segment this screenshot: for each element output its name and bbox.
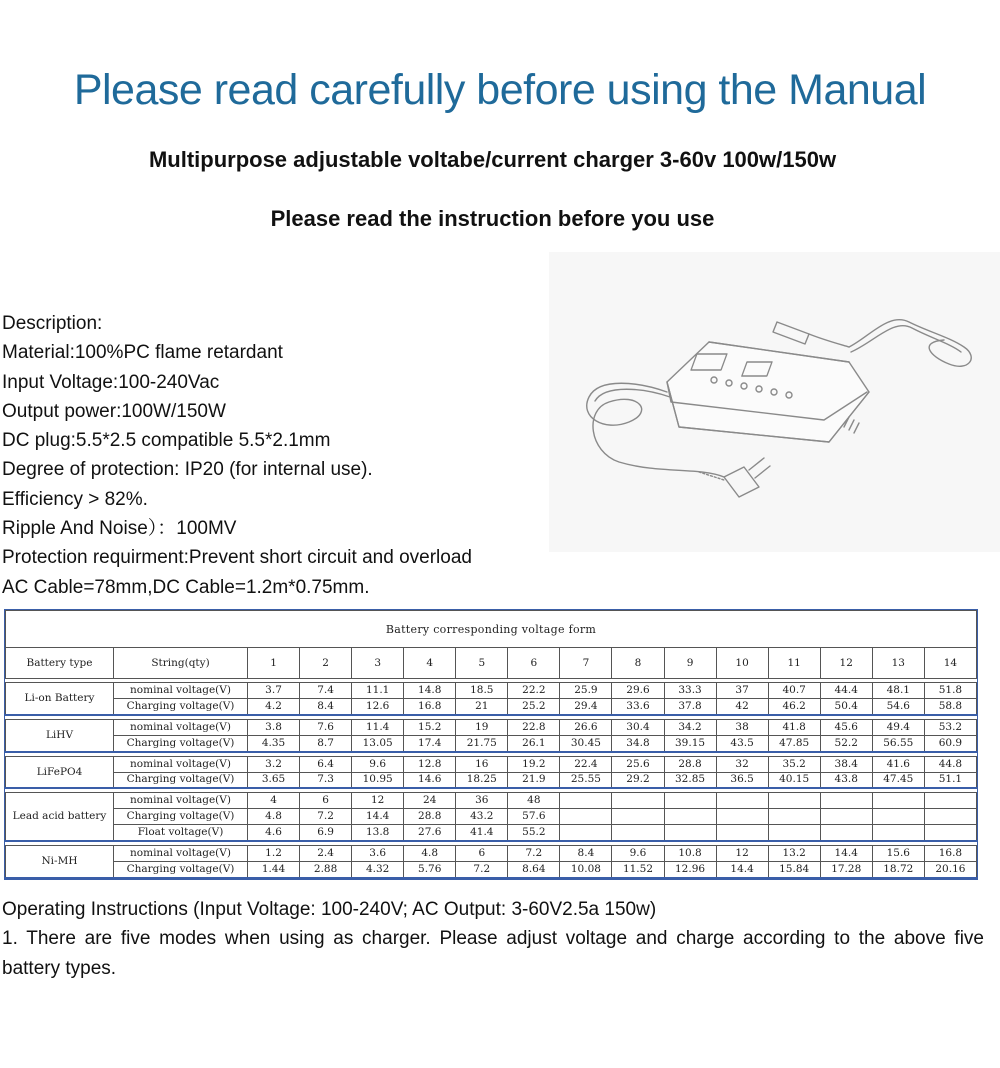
- voltage-value-cell: [560, 809, 612, 825]
- voltage-value-cell: [664, 809, 716, 825]
- voltage-value-cell: 26.6: [560, 719, 612, 735]
- voltage-value-cell: [924, 809, 976, 825]
- voltage-value-cell: [664, 793, 716, 809]
- operating-heading: Operating Instructions (Input Voltage: 100-240V; AC Output: 3-60V2.5a 150w): [2, 899, 657, 920]
- table-row: [6, 825, 977, 841]
- table-header-cell: 8: [612, 648, 664, 679]
- voltage-value-cell: 8.4: [300, 698, 352, 714]
- table-header-cell: String(qty): [114, 648, 248, 679]
- voltage-label-cell: nominal voltage(V): [114, 683, 248, 699]
- table-row: [6, 735, 977, 751]
- voltage-value-cell: 49.4: [872, 719, 924, 735]
- voltage-value-cell: 5.76: [404, 862, 456, 879]
- operating-step-1: 1. There are five modes when using as charger. Please adjust voltage and charge according to the above five battery types.: [2, 928, 984, 979]
- voltage-value-cell: 34.2: [664, 719, 716, 735]
- voltage-value-cell: 52.2: [820, 735, 872, 751]
- voltage-value-cell: 4.6: [248, 825, 300, 841]
- voltage-value-cell: 40.7: [768, 683, 820, 699]
- voltage-value-cell: 22.2: [508, 683, 560, 699]
- voltage-value-cell: 46.2: [768, 698, 820, 714]
- battery-type-cell: Ni-MH: [6, 846, 114, 878]
- battery-type-cell: LiHV: [6, 719, 114, 751]
- battery-type-cell: Li-on Battery: [6, 683, 114, 715]
- voltage-value-cell: [820, 809, 872, 825]
- voltage-value-cell: 33.3: [664, 683, 716, 699]
- voltage-value-cell: 13.05: [352, 735, 404, 751]
- voltage-value-cell: 43.8: [820, 772, 872, 788]
- voltage-value-cell: 37.8: [664, 698, 716, 714]
- charger-sketch-icon: [549, 252, 1000, 552]
- voltage-value-cell: 12: [352, 793, 404, 809]
- voltage-value-cell: [612, 809, 664, 825]
- voltage-value-cell: 19: [456, 719, 508, 735]
- voltage-table-frame: [4, 609, 978, 880]
- description-dc-plug: DC plug:5.5*2.5 compatible 5.5*2.1mm: [2, 430, 331, 452]
- charger-sketch-image: [549, 252, 1000, 552]
- table-row: [6, 772, 977, 788]
- table-header-cell: 14: [924, 648, 976, 679]
- voltage-value-cell: 25.9: [560, 683, 612, 699]
- voltage-value-cell: 14.8: [404, 683, 456, 699]
- voltage-value-cell: 44.8: [924, 756, 976, 772]
- battery-voltage-table: [5, 610, 977, 879]
- voltage-value-cell: 4.35: [248, 735, 300, 751]
- voltage-value-cell: 60.9: [924, 735, 976, 751]
- voltage-value-cell: 38.4: [820, 756, 872, 772]
- battery-voltage-table-body: [6, 611, 977, 879]
- voltage-value-cell: 7.3: [300, 772, 352, 788]
- voltage-value-cell: 4: [248, 793, 300, 809]
- voltage-value-cell: 48: [508, 793, 560, 809]
- table-row: [6, 756, 977, 772]
- table-header-cell: 2: [300, 648, 352, 679]
- voltage-value-cell: 14.4: [352, 809, 404, 825]
- table-row: [6, 683, 977, 699]
- voltage-value-cell: 41.4: [456, 825, 508, 841]
- voltage-value-cell: 51.1: [924, 772, 976, 788]
- voltage-value-cell: 6.4: [300, 756, 352, 772]
- description-protection-degree: Degree of protection: IP20 (for internal use).: [2, 459, 373, 481]
- table-header-cell: 9: [664, 648, 716, 679]
- voltage-value-cell: 7.4: [300, 683, 352, 699]
- voltage-label-cell: Charging voltage(V): [114, 772, 248, 788]
- table-row: [6, 719, 977, 735]
- voltage-label-cell: nominal voltage(V): [114, 846, 248, 862]
- description-efficiency: Efficiency > 82%.: [2, 488, 148, 510]
- voltage-label-cell: Charging voltage(V): [114, 862, 248, 879]
- voltage-value-cell: 35.2: [768, 756, 820, 772]
- voltage-value-cell: 14.4: [820, 846, 872, 862]
- description-material: Material:100%PC flame retardant: [2, 342, 283, 364]
- voltage-value-cell: 16.8: [924, 846, 976, 862]
- voltage-value-cell: [768, 809, 820, 825]
- voltage-value-cell: 15.6: [872, 846, 924, 862]
- battery-type-cell: LiFePO4: [6, 756, 114, 788]
- voltage-value-cell: [716, 809, 768, 825]
- voltage-value-cell: 29.6: [612, 683, 664, 699]
- description-input-voltage: Input Voltage:100-240Vac: [2, 371, 220, 393]
- voltage-value-cell: 24: [404, 793, 456, 809]
- voltage-value-cell: 54.6: [872, 698, 924, 714]
- voltage-value-cell: 9.6: [612, 846, 664, 862]
- voltage-value-cell: 38: [716, 719, 768, 735]
- voltage-label-cell: nominal voltage(V): [114, 756, 248, 772]
- voltage-value-cell: 56.55: [872, 735, 924, 751]
- voltage-value-cell: 3.7: [248, 683, 300, 699]
- voltage-value-cell: 43.2: [456, 809, 508, 825]
- voltage-value-cell: 10.08: [560, 862, 612, 879]
- voltage-value-cell: 41.8: [768, 719, 820, 735]
- voltage-value-cell: 29.2: [612, 772, 664, 788]
- voltage-value-cell: [768, 825, 820, 841]
- voltage-value-cell: 32.85: [664, 772, 716, 788]
- voltage-value-cell: 21.75: [456, 735, 508, 751]
- voltage-value-cell: 11.52: [612, 862, 664, 879]
- voltage-label-cell: Charging voltage(V): [114, 698, 248, 714]
- voltage-value-cell: 45.6: [820, 719, 872, 735]
- voltage-value-cell: 4.8: [248, 809, 300, 825]
- voltage-value-cell: 4.8: [404, 846, 456, 862]
- voltage-value-cell: 42: [716, 698, 768, 714]
- voltage-value-cell: 6.9: [300, 825, 352, 841]
- voltage-value-cell: 21: [456, 698, 508, 714]
- table-header-row: [6, 648, 977, 679]
- voltage-value-cell: [820, 825, 872, 841]
- voltage-value-cell: [872, 793, 924, 809]
- voltage-value-cell: 13.2: [768, 846, 820, 862]
- voltage-value-cell: 22.8: [508, 719, 560, 735]
- voltage-value-cell: 16: [456, 756, 508, 772]
- voltage-value-cell: 57.6: [508, 809, 560, 825]
- voltage-value-cell: 3.6: [352, 846, 404, 862]
- voltage-value-cell: 27.6: [404, 825, 456, 841]
- voltage-value-cell: 48.1: [872, 683, 924, 699]
- voltage-value-cell: 1.44: [248, 862, 300, 879]
- voltage-value-cell: 25.2: [508, 698, 560, 714]
- voltage-value-cell: [612, 825, 664, 841]
- voltage-value-cell: 10.8: [664, 846, 716, 862]
- voltage-value-cell: 53.2: [924, 719, 976, 735]
- voltage-value-cell: [612, 793, 664, 809]
- voltage-value-cell: [560, 825, 612, 841]
- table-caption: Battery corresponding voltage form: [6, 611, 977, 648]
- voltage-value-cell: 18.5: [456, 683, 508, 699]
- voltage-label-cell: Float voltage(V): [114, 825, 248, 841]
- voltage-value-cell: 21.9: [508, 772, 560, 788]
- description-ripple-noise: Ripple And Noise）：100MV: [2, 518, 237, 540]
- voltage-value-cell: [924, 825, 976, 841]
- table-header-cell: 13: [872, 648, 924, 679]
- page-title: Please read carefully before using the Manual: [73, 66, 927, 114]
- voltage-value-cell: 30.4: [612, 719, 664, 735]
- voltage-value-cell: [560, 793, 612, 809]
- voltage-value-cell: 8.64: [508, 862, 560, 879]
- table-row: [6, 862, 977, 879]
- table-header-cell: 10: [716, 648, 768, 679]
- voltage-value-cell: 30.45: [560, 735, 612, 751]
- voltage-value-cell: 41.6: [872, 756, 924, 772]
- voltage-value-cell: [872, 825, 924, 841]
- voltage-value-cell: 16.8: [404, 698, 456, 714]
- operating-instructions: [2, 895, 984, 983]
- voltage-value-cell: 17.28: [820, 862, 872, 879]
- battery-type-cell: Lead acid battery: [6, 793, 114, 841]
- voltage-value-cell: 14.4: [716, 862, 768, 879]
- voltage-value-cell: [820, 793, 872, 809]
- voltage-value-cell: [768, 793, 820, 809]
- voltage-value-cell: 28.8: [404, 809, 456, 825]
- voltage-value-cell: 47.85: [768, 735, 820, 751]
- voltage-value-cell: 8.7: [300, 735, 352, 751]
- voltage-value-cell: 14.6: [404, 772, 456, 788]
- voltage-value-cell: [664, 825, 716, 841]
- voltage-value-cell: 17.4: [404, 735, 456, 751]
- voltage-value-cell: 1.2: [248, 846, 300, 862]
- voltage-value-cell: 10.95: [352, 772, 404, 788]
- table-header-cell: 3: [352, 648, 404, 679]
- voltage-value-cell: 2.4: [300, 846, 352, 862]
- voltage-value-cell: 34.8: [612, 735, 664, 751]
- table-header-cell: 5: [456, 648, 508, 679]
- voltage-value-cell: 12.8: [404, 756, 456, 772]
- description-output-power: Output power:100W/150W: [2, 400, 226, 422]
- voltage-value-cell: 12: [716, 846, 768, 862]
- instruction-note: Please read the instruction before you use: [270, 206, 715, 231]
- product-subtitle: Multipurpose adjustable voltabe/current charger 3-60v 100w/150w: [148, 147, 837, 172]
- table-header-cell: 4: [404, 648, 456, 679]
- table-header-cell: 7: [560, 648, 612, 679]
- voltage-value-cell: 7.2: [300, 809, 352, 825]
- voltage-value-cell: 51.8: [924, 683, 976, 699]
- voltage-value-cell: 13.8: [352, 825, 404, 841]
- description-block: [2, 309, 542, 602]
- voltage-value-cell: 11.1: [352, 683, 404, 699]
- voltage-value-cell: 3.2: [248, 756, 300, 772]
- voltage-value-cell: 43.5: [716, 735, 768, 751]
- voltage-value-cell: 25.6: [612, 756, 664, 772]
- voltage-value-cell: 18.25: [456, 772, 508, 788]
- voltage-value-cell: 37: [716, 683, 768, 699]
- description-cables: AC Cable=78mm,DC Cable=1.2m*0.75mm.: [2, 576, 370, 598]
- voltage-value-cell: 36: [456, 793, 508, 809]
- voltage-value-cell: 3.65: [248, 772, 300, 788]
- description-heading: Description:: [2, 313, 103, 334]
- table-row: [6, 793, 977, 809]
- voltage-value-cell: 36.5: [716, 772, 768, 788]
- voltage-value-cell: 18.72: [872, 862, 924, 879]
- table-row: [6, 846, 977, 862]
- voltage-value-cell: 25.55: [560, 772, 612, 788]
- table-header-cell: 11: [768, 648, 820, 679]
- table-header-cell: Battery type: [6, 648, 114, 679]
- voltage-value-cell: 2.88: [300, 862, 352, 879]
- voltage-value-cell: 15.84: [768, 862, 820, 879]
- voltage-label-cell: nominal voltage(V): [114, 793, 248, 809]
- voltage-value-cell: 12.6: [352, 698, 404, 714]
- voltage-label-cell: Charging voltage(V): [114, 735, 248, 751]
- voltage-value-cell: 19.2: [508, 756, 560, 772]
- voltage-value-cell: 9.6: [352, 756, 404, 772]
- voltage-value-cell: 55.2: [508, 825, 560, 841]
- table-header-cell: 6: [508, 648, 560, 679]
- voltage-value-cell: 44.4: [820, 683, 872, 699]
- voltage-value-cell: 22.4: [560, 756, 612, 772]
- voltage-label-cell: Charging voltage(V): [114, 809, 248, 825]
- voltage-value-cell: 50.4: [820, 698, 872, 714]
- voltage-value-cell: 11.4: [352, 719, 404, 735]
- description-protection: Protection requirment:Prevent short circuit and overload: [2, 547, 472, 569]
- voltage-value-cell: 26.1: [508, 735, 560, 751]
- voltage-value-cell: 47.45: [872, 772, 924, 788]
- voltage-value-cell: 6: [456, 846, 508, 862]
- table-row: [6, 809, 977, 825]
- voltage-label-cell: nominal voltage(V): [114, 719, 248, 735]
- voltage-value-cell: 12.96: [664, 862, 716, 879]
- voltage-value-cell: [716, 793, 768, 809]
- voltage-value-cell: [924, 793, 976, 809]
- voltage-value-cell: 15.2: [404, 719, 456, 735]
- voltage-value-cell: 3.8: [248, 719, 300, 735]
- voltage-value-cell: 4.2: [248, 698, 300, 714]
- table-header-cell: 12: [820, 648, 872, 679]
- voltage-value-cell: 29.4: [560, 698, 612, 714]
- voltage-value-cell: 33.6: [612, 698, 664, 714]
- voltage-value-cell: 8.4: [560, 846, 612, 862]
- voltage-value-cell: 58.8: [924, 698, 976, 714]
- voltage-value-cell: 32: [716, 756, 768, 772]
- voltage-value-cell: [872, 809, 924, 825]
- voltage-value-cell: [716, 825, 768, 841]
- voltage-value-cell: 6: [300, 793, 352, 809]
- voltage-value-cell: 40.15: [768, 772, 820, 788]
- voltage-value-cell: 20.16: [924, 862, 976, 879]
- voltage-value-cell: 7.6: [300, 719, 352, 735]
- voltage-value-cell: 39.15: [664, 735, 716, 751]
- voltage-value-cell: 4.32: [352, 862, 404, 879]
- voltage-value-cell: 28.8: [664, 756, 716, 772]
- voltage-value-cell: 7.2: [508, 846, 560, 862]
- table-header-cell: 1: [248, 648, 300, 679]
- voltage-value-cell: 7.2: [456, 862, 508, 879]
- table-row: [6, 698, 977, 714]
